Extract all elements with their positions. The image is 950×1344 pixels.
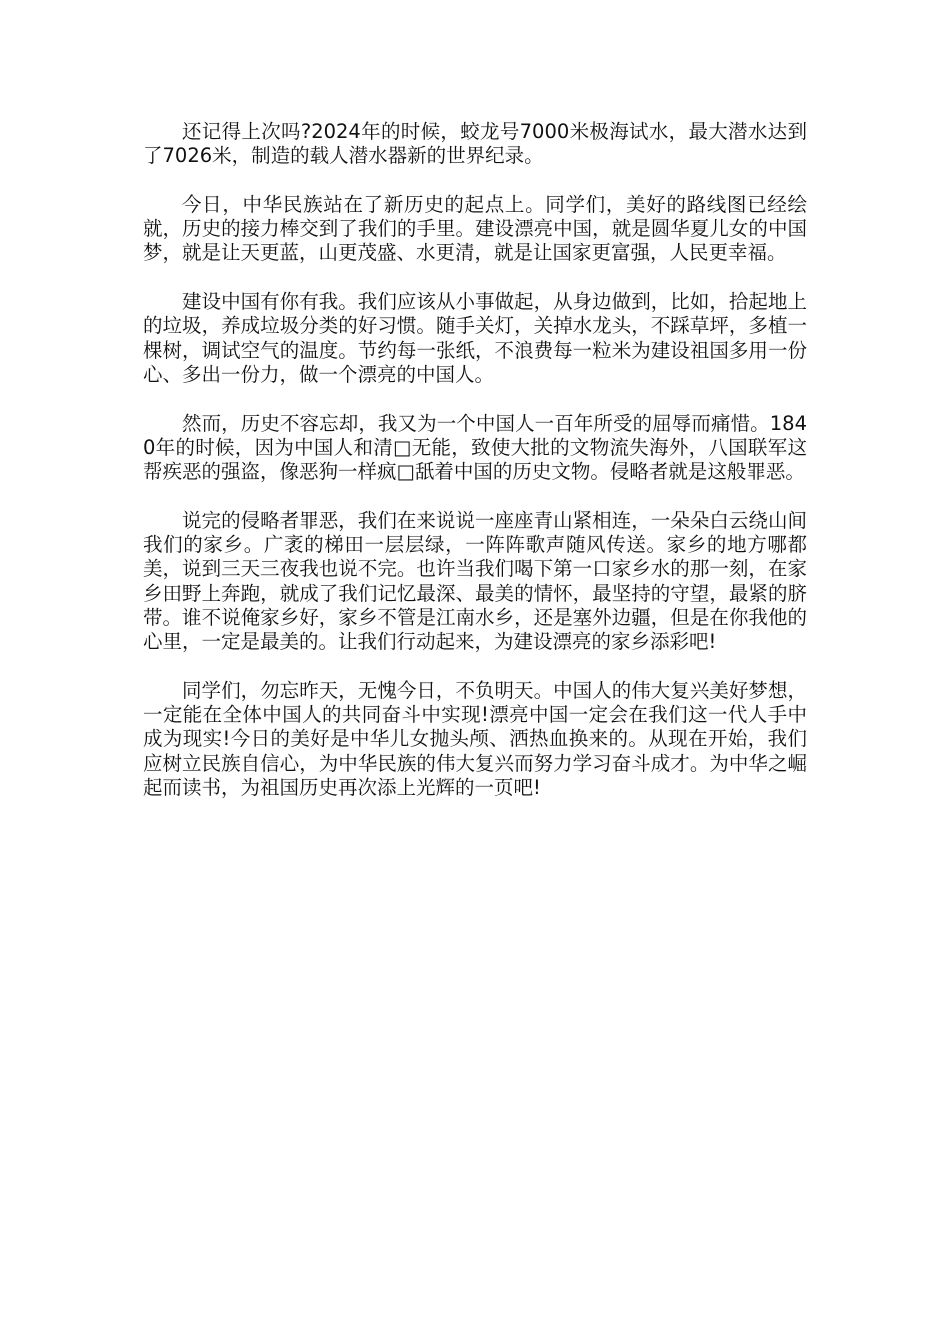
paragraph-5: 说完的侵略者罪恶，我们在来说说一座座青山紧相连，一朵朵白云绕山间我们的家乡。广袤的梯田一层层绿，一阵阵歌声随风传送。家乡的地方哪都美，说到三天三夜我也说不完。也许当我们喝下第一口家乡水的那一刻，在家乡田野上奔跑，就成了我们记忆最深、最美的情怀，最坚持的守望，最紧的脐带。谁不说俺家乡好，家乡不管是江南水乡，还是塞外边疆，但是在你我他的心里，一定是最美的。让我们行动起来，为建设漂亮的家乡添彩吧!	[143, 508, 807, 654]
document-body	[143, 120, 807, 825]
paragraph-2: 今日，中华民族站在了新历史的起点上。同学们，美好的路线图已经绘就，历史的接力棒交到了我们的手里。建设漂亮中国，就是圆华夏儿女的中国梦，就是让天更蓝，山更茂盛、水更清，就是让国家更富强，人民更幸福。	[143, 192, 807, 265]
paragraph-1: 还记得上次吗?2024年的时候，蛟龙号7000米极海试水，最大潜水达到了7026米，制造的载人潜水器新的世界纪录。	[143, 120, 807, 168]
paragraph-3: 建设中国有你有我。我们应该从小事做起，从身边做到，比如，拾起地上的垃圾，养成垃圾分类的好习惯。随手关灯，关掉水龙头，不踩草坪，多植一棵树，调试空气的温度。节约每一张纸，不浪费每一粒米为建设祖国多用一份心、多出一份力，做一个漂亮的中国人。	[143, 290, 807, 386]
paragraph-6: 同学们，勿忘昨天，无愧今日，不负明天。中国人的伟大复兴美好梦想，一定能在全体中国人的共同奋斗中实现!漂亮中国一定会在我们这一代人手中成为现实!今日的美好是中华儿女抛头颅、洒热血换来的。从现在开始，我们应树立民族自信心，为中华民族的伟大复兴而努力学习奋斗成才。为中华之崛起而读书，为祖国历史再次添上光辉的一页吧!	[143, 678, 807, 800]
paragraph-4: 然而，历史不容忘却，我又为一个中国人一百年所受的屈辱而痛惜。1840年的时候，因为中国人和清□无能，致使大批的文物流失海外，八国联军这帮疾恶的强盗，像恶狗一样疯□舐着中国的历史文物。侵略者就是这般罪恶。	[143, 411, 807, 484]
